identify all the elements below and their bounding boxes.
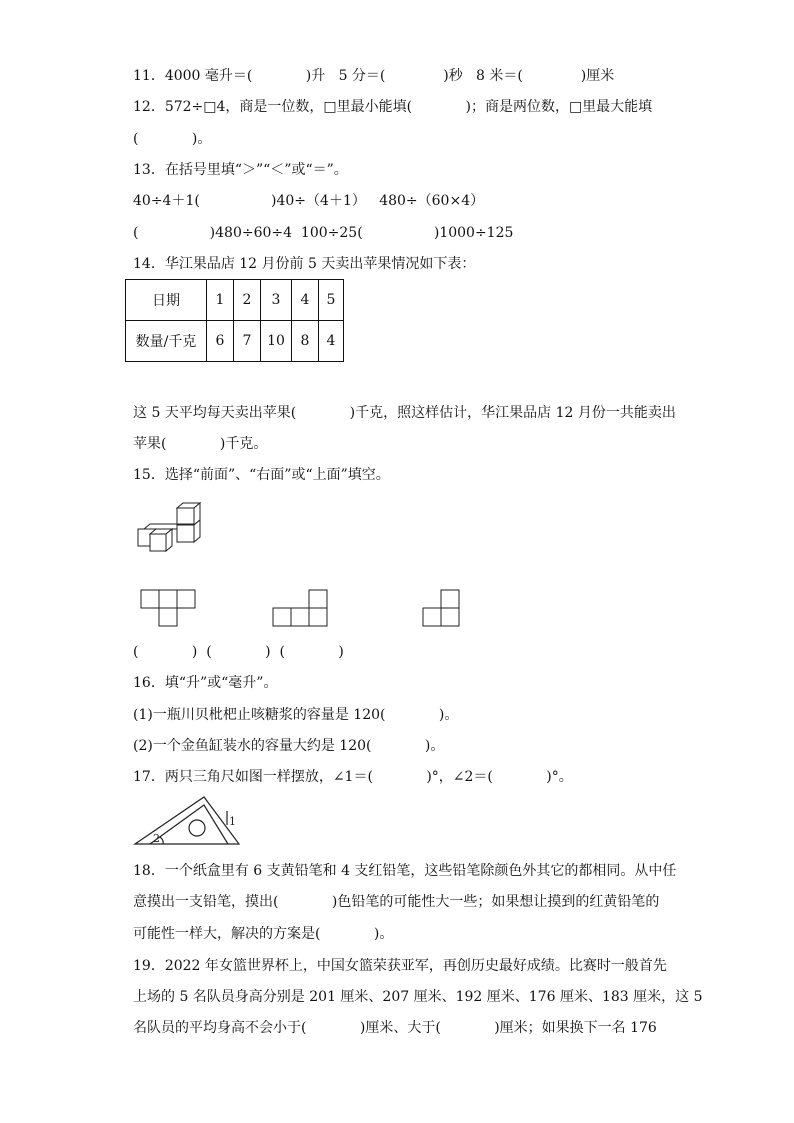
table-header-label: 日期	[126, 280, 207, 321]
question-13-line2: ( )480÷60÷4 100÷25( )1000÷125	[133, 225, 514, 241]
question-19-line1: 19．2022 年女篮世界杯上，中国女篮荣获亚军，再创历史最好成绩。比赛时一般首先	[133, 958, 667, 974]
question-12-line2: ( )。	[133, 131, 212, 147]
question-13-line1: 40÷4＋1( )40÷（4＋1） 480÷（60×4）	[133, 193, 485, 209]
table-row	[126, 321, 344, 362]
table-cell: 1	[207, 280, 234, 321]
cube-stack-figure	[130, 500, 205, 560]
question-14-line2: 苹果( )千克。	[133, 436, 268, 452]
question-16-title: 16．填“升”或“毫升”。	[133, 675, 278, 691]
table-cell: 2	[234, 280, 261, 321]
question-18-line1: 18．一个纸盒里有 6 支黄铅笔和 4 支红铅笔，这些铅笔除颜色外其它的都相同。从中任	[133, 863, 677, 879]
view-shape-3	[422, 589, 462, 627]
question-11: 11．4000 毫升＝( )升 5 分＝( )秒 8 米＝( )厘米	[133, 68, 615, 84]
triangle-rulers-figure	[132, 795, 242, 847]
question-15-answers: ( ) ( ) ( )	[133, 644, 344, 660]
question-19-line3: 名队员的平均身高不会小于( )厘米、大于( )厘米；如果换下一名 176	[133, 1020, 657, 1036]
table-cell: 7	[234, 321, 261, 362]
question-14-line1: 这 5 天平均每天卖出苹果( )千克，照这样估计，华江果品店 12 月份一共能卖出	[133, 405, 676, 421]
question-16-item-1: (1)一瓶川贝枇杷止咳糖浆的容量是 120( )。	[133, 707, 459, 723]
question-15-title: 15．选择“前面”、“右面”或“上面”填空。	[133, 467, 390, 483]
question-16-item-2: (2)一个金鱼缸装水的容量大约是 120( )。	[133, 738, 445, 754]
sales-table	[125, 279, 344, 362]
table-cell: 6	[207, 321, 234, 362]
question-14-title: 14．华江果品店 12 月份前 5 天卖出苹果情况如下表：	[133, 256, 476, 272]
table-row-label: 数量/千克	[126, 321, 207, 362]
table-cell: 4	[319, 321, 344, 362]
table-cell: 5	[319, 280, 344, 321]
angle-1-label: 1	[229, 815, 236, 828]
table-cell: 10	[261, 321, 292, 362]
question-13-title: 13．在括号里填“＞”“＜”或“＝”。	[133, 162, 348, 178]
question-18-line2: 意摸出一支铅笔，摸出( )色铅笔的可能性大一些；如果想让摸到的红黄铅笔的	[133, 894, 660, 910]
view-shape-1	[140, 589, 198, 627]
table-cell: 3	[261, 280, 292, 321]
question-12-line1: 12．572÷□4，商是一位数，□里最小能填( )；商是两位数，□里最大能填	[133, 99, 653, 115]
angle-2-label: 2	[153, 832, 160, 845]
table-cell: 8	[292, 321, 319, 362]
table-row	[126, 280, 344, 321]
view-shape-2	[272, 589, 330, 627]
question-17: 17．两只三角尺如图一样摆放，∠1＝( )°，∠2＝( )°。	[133, 769, 573, 785]
table-cell: 4	[292, 280, 319, 321]
question-18-line3: 可能性一样大，解决的方案是( )。	[133, 926, 394, 942]
question-19-line2: 上场的 5 名队员身高分别是 201 厘米、207 厘米、192 厘米、176 厘米、183 厘米，这 5	[133, 989, 703, 1005]
